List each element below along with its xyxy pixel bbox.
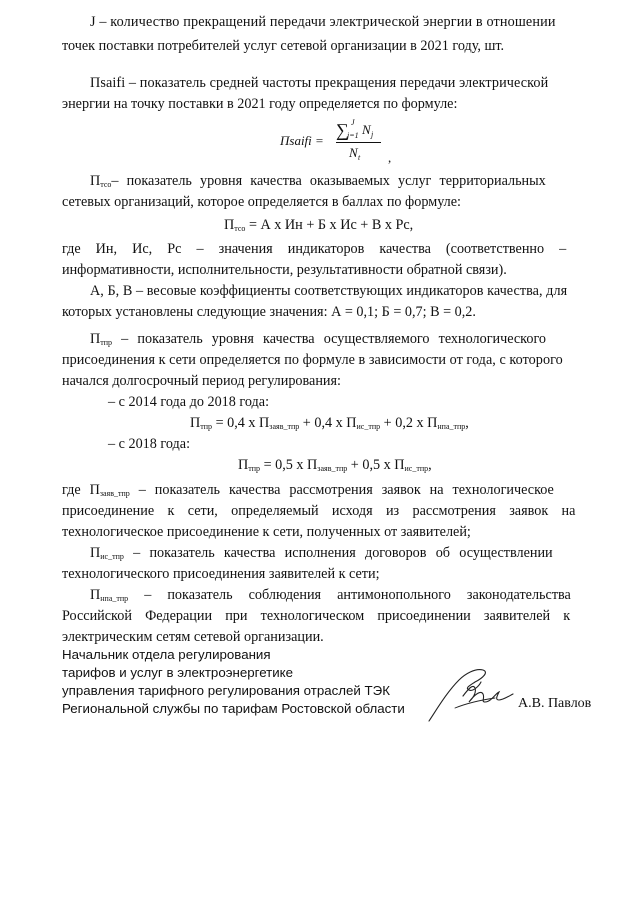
f2018-s2: ис_тпр [404, 464, 429, 473]
p3-line1-content [90, 172, 546, 190]
f2014-s1: заяв_тпр [269, 422, 300, 431]
p3-line1 [90, 172, 598, 190]
f2014-s0: тпр [200, 422, 213, 431]
p7-line1 [90, 544, 553, 562]
f2014-t1: + 0,4 х П [299, 415, 357, 431]
denominator-sub: t [358, 153, 361, 162]
sum-symbol: ∑ [336, 120, 349, 140]
numerator-var: N [362, 122, 371, 137]
sig-line4: Региональной службы по тарифам Ростовской области [62, 701, 405, 716]
f2018-t2: , [428, 457, 432, 473]
sig-line3: управления тарифного регулирования отраслей ТЭК [62, 683, 390, 698]
p7-sub: ис_тпр [100, 552, 124, 561]
p8-line1-rest: – показатель соблюдения антимонопольного законодательства [128, 587, 571, 603]
bullet-2018: – с 2018 года: [108, 436, 191, 452]
p5-line1-rest: – показатель уровня качества осуществляемого технологического [112, 331, 547, 347]
p-tpr-sub: тпр [100, 338, 113, 347]
formula-comma: , [388, 150, 392, 165]
p7-line2: технологического присоединения заявителей к сети; [62, 566, 380, 582]
p5-line2: присоединения к сети определяется по формуле в зависимости от года, с которого [62, 352, 563, 368]
sum-lower: j=1 [347, 131, 359, 140]
f2014-s2: ис_тпр [356, 422, 381, 431]
p4-line2: информативности, исполнительности, результативности обратной связи). [62, 262, 507, 278]
f2018-s1: заяв_тпр [317, 464, 348, 473]
p1-line1-text: J – количество прекращений передачи электрической энергии в отношении [90, 14, 556, 30]
f2014-t3: , [465, 415, 469, 431]
f2018-t0: = 0,5 х П [260, 457, 318, 473]
saifi-lhs: Пsaifi = [280, 133, 324, 148]
p8-symbol: П [90, 587, 101, 603]
sig-line2: тарифов и услуг в электроэнергетике [62, 665, 294, 680]
numerator-sub: j [371, 130, 374, 139]
p5-line1 [90, 330, 546, 348]
formula-2014 [190, 414, 469, 432]
p8-line2: Российской Федерации при технологическом присоединении заявителей к [62, 608, 571, 624]
p2-line1: Пsaifi – показатель средней частоты прекращения передачи электрической [90, 75, 549, 91]
p3-line1-rest: – показатель уровня качества оказываемых услуг территориальных [111, 173, 546, 189]
fraction-bar [336, 142, 381, 143]
f2014-s3: нпа_тпр [437, 422, 466, 431]
p4-line4: которых установлены следующие значения: А = 0,1; Б = 0,7; В = 0,2. [62, 304, 476, 320]
p6-line1-sub: заяв_тпр [99, 489, 130, 498]
sum-upper: J [351, 118, 355, 127]
f2018-t1: + 0,5 х П [347, 457, 405, 473]
p-tso-symbol: П [90, 173, 101, 189]
p6-line1-rest: – показатель качества рассмотрения заявок на технологическое [129, 482, 554, 498]
f2014-p0: П [190, 415, 201, 431]
p8-line1 [90, 586, 571, 604]
saifi-formula [274, 118, 394, 168]
f2014-t2: + 0,2 х П [380, 415, 438, 431]
bullet-2014: – с 2014 года до 2018 года: [108, 394, 270, 410]
p6-line1 [62, 481, 554, 499]
p-tpr-symbol: П [90, 331, 101, 347]
p6-line1-a: где П [62, 482, 100, 498]
signatory-name: А.В. Павлов [518, 696, 592, 711]
p7-line1-rest: – показатель качества исполнения договоров об осуществлении [123, 545, 553, 561]
p3-line2: сетевых организаций, которое определяется в баллах по формуле: [62, 194, 461, 210]
p6-line3: технологическое присоединение к сети, полученных от заявителей; [62, 524, 471, 540]
p2-line2: энергии на точку поставки в 2021 году определяется по формуле: [62, 96, 458, 112]
p4-line3: А, Б, В – весовые коэффициенты соответствующих индикаторов качества, для [90, 283, 568, 299]
p8-line3: электрическим сетям сетевой организации. [62, 629, 324, 645]
formula-2018 [238, 456, 432, 474]
p6-line2: присоединение к сети, определяемый исходя из рассмотрения заявок на [62, 503, 576, 519]
tso-formula-rest: = А х Ин + Б х Ис + В х Рс, [245, 217, 414, 233]
p1-line1 [90, 13, 598, 31]
p7-symbol: П [90, 545, 101, 561]
denominator-var: N [349, 145, 358, 160]
p1-line2: точек поставки потребителей услуг сетевой организации в 2021 году, шт. [62, 38, 505, 54]
p4-line1: где Ин, Ис, Рс – значения индикаторов качества (соответственно – [62, 241, 567, 257]
f2018-p0: П [238, 457, 249, 473]
handwritten-signature [425, 664, 517, 726]
tso-formula [224, 216, 413, 234]
sig-line1: Начальник отдела регулирования [62, 647, 271, 662]
p-tso-sub: тсо [100, 180, 112, 189]
p5-line3: начался долгосрочный период регулирования: [62, 373, 341, 389]
f2014-t0: = 0,4 х П [212, 415, 270, 431]
f2018-s0: тпр [248, 464, 261, 473]
tso-formula-p: П [224, 217, 235, 233]
tso-formula-sub: тсо [234, 224, 246, 233]
p8-sub: нпа_тпр [100, 594, 129, 603]
